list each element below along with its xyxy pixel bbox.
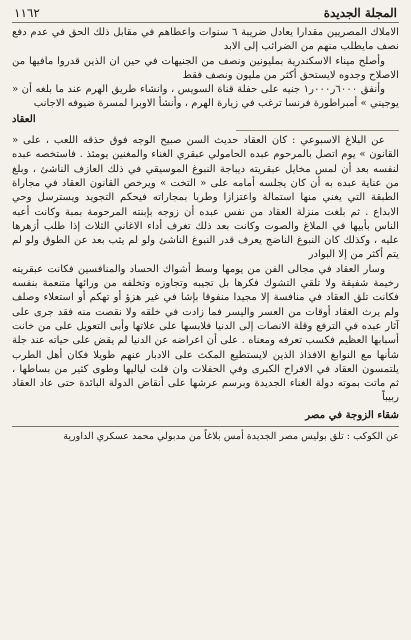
paragraph-4: عن البلاغ الاسبوعي : كان العقاد حديث السن صبيح الوجه فوق حذقه اللعب ، على « القانون » يوم اتصل بالمرحوم عبده الحامولي عبقري الغناء والمغنين يومئذ . فاستخصه عبده لنفسه بعد أن لمس مخايل عبقريته ديباجة النبوغ الموسيقي في ذلك العازف الناشئ ، وبلغ من عناية عبده به أن كان يجلسه أمامه على « التخت » ويرخص القانون العقاد في مجاراة الطبقة التي يغني منها استمالة واعتزازا وطربا بمجاراته فيحكم التجويد ويسترسل وحي الابداع . ثم بلغت منزلة العقاد من نفس عبده أن زوجه بإبنته المرحومة بمبة وكانت أعبه الناس بأبيها في الملاغ والصوت وكانت بعد ذلك تغرف أداء الاغاني الثلاث إذا طلب أزهرها عليه ، وكذلك كان النبوغ الناضج يعرف قدر النبوغ الناشئ ولو لم يثب بعد عن الطوق ولو لم يتم أكثر من إلا البوادر: [12, 135, 399, 261]
section-divider: [236, 130, 399, 131]
paragraph-2: وأصلح ميناء الاسكندرية بمليونين ونصف من الجنيهات في حين ان الذين قدروا مافيها من الاصلاح وجدوه لايستحق أكثر من مليون ونصف فقط: [12, 55, 399, 81]
paragraph-3: وأنفق ٦٠٠٠ر٠٠٠ر١ جنيه على حفلة قناة السويس ، وانشاء طريق الهرم عند ما بلغه أن « يوجيني » أمبراطورة فرنسا ترغب في زيارة الهرم ، وأنشأ الاوبرا لمسرة ضيوفه الاجانب: [12, 84, 399, 110]
author-signature: العقاد: [12, 112, 36, 125]
paragraph-5: وسار العقاد في مجالى الفن من يومها وسط أشواك الحساد والمنافسين فكانت عبقريته رخيمة شفيقة ولا تلقي التشوك فكرها بل تجيبه وتجاوزه وتخلفه من ورائها متنعمة بنفسه فكانت تلق العقاد في منافسة إلا مجيدا منفوقا بإشا في غير هزؤ أو تهكم أو استعلاء وصلف ولم يرث العقاد أوقات من العسر واليسر فما زادت في خلقه ولا نقصت منه فقد جرى على آثار عبده في الترفع وقلة الانصات إلى الدنيا فلابسها على علاتها وأبى التعويل على من خانت أسبابها العظيم فكسب تعرفه ومعناه . على أن اعراضه عن الدنيا لم يقض على حياته عند جلة شأنها مع النوابغ الافذاذ الذين لايستطيع المكث على الادبار عنهم طويلا فكان أهل الطرب يلتمسون العقاد في الافراح الكبرى وفي الحفلات وان قلت لياليها وطوى كثير من بساطها ، ثم ماتت بموته دولة الغناء الجديدة وبرسم عرشها على أنقاض الدولة البائدة حتى عاد العقاد ربيباً: [12, 263, 399, 404]
section-subheading: شقاء الزوجة في مصر: [305, 408, 399, 421]
footer-divider: [12, 426, 399, 427]
footnote-text: عن الكوكب : تلق بوليس مصر الجديدة أمس بلاغاً من مدبولي محمد عسكري الداورية: [63, 431, 399, 443]
journal-title: المجلة الجديدة: [323, 6, 397, 20]
page-number: ١١٦٢: [14, 6, 40, 20]
page-header: [12, 6, 399, 23]
paragraph-1: الاملاك المصريين مقدارا يعادل ضريبة ٦ سنوات واعطاهم في مقابل ذلك الحق في عدم دفع نصف مايطلب منهم من الضرائب إلى الابد: [12, 27, 399, 53]
